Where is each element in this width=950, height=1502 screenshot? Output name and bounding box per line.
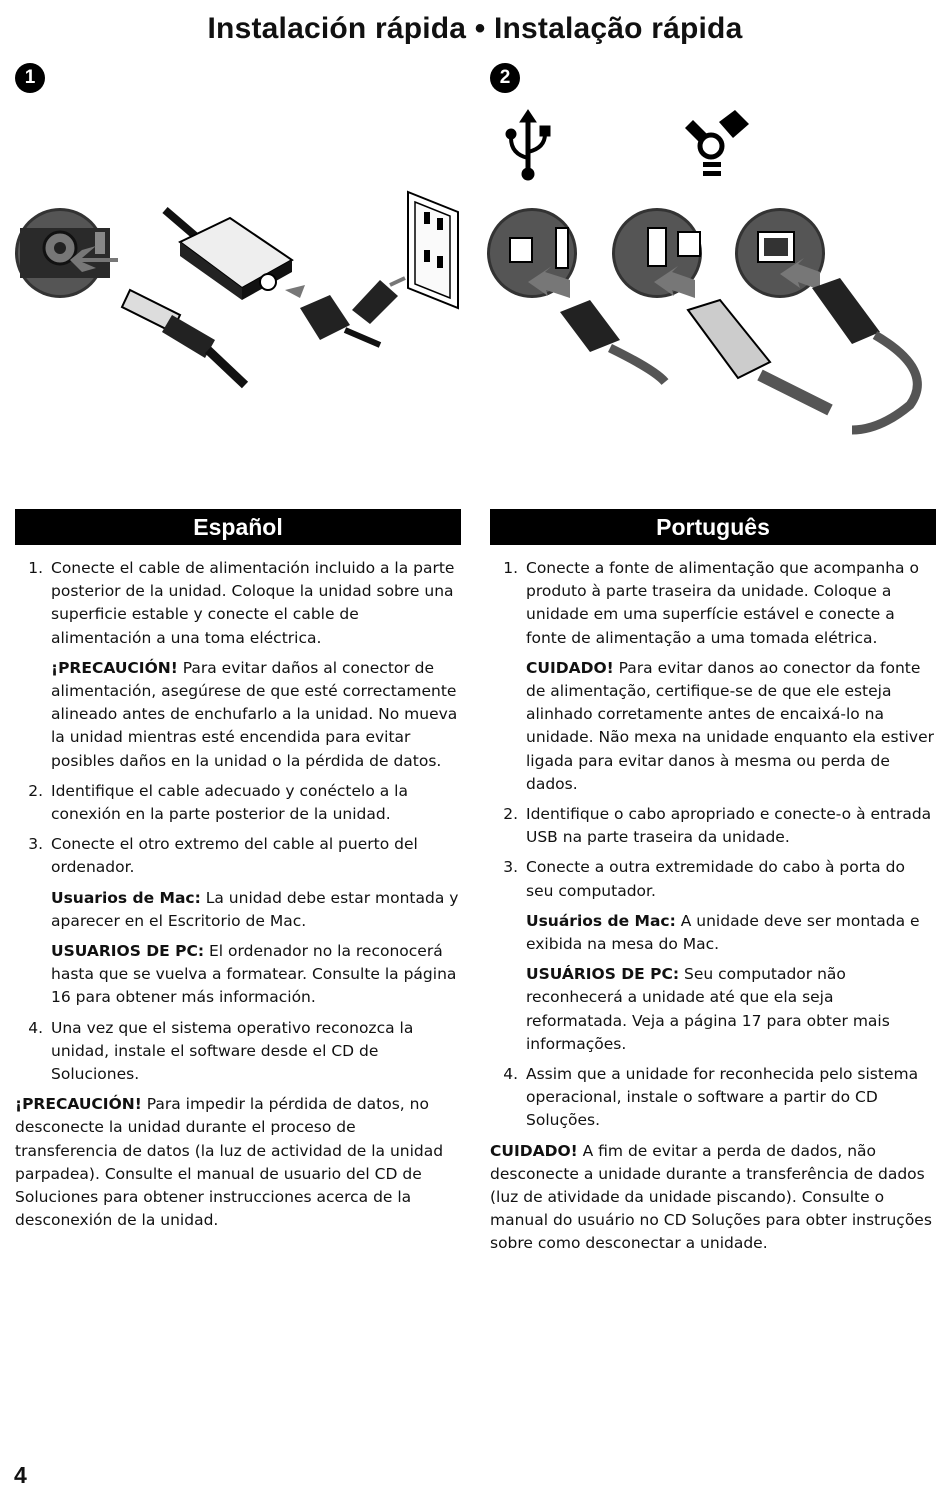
list-item [490, 856, 936, 902]
ac-cord [285, 278, 405, 345]
power-barrel-plug [122, 290, 245, 385]
step-2-badge: 2 [490, 63, 520, 93]
item-text: Una vez que el sistema operativo reconozca la unidad, instale el software desde el CD de Soluciones. [51, 1018, 414, 1084]
item-number: 4. [28, 1018, 43, 1037]
item-number: 3. [503, 858, 518, 877]
drive-power-port-closeup [15, 208, 110, 298]
pc-users-label: USUÁRIOS DE PC: [526, 965, 680, 984]
item-text: Identifique el cable adecuado y conéctelo a la conexión en la parte posterior de la unidad. [51, 781, 408, 824]
caution-text: Para evitar daños al conector de alimentación, asegúrese de que esté correctamente alineado antes de enchufarlo a la unidad. No mueva la unidad mientras esté encendida para evitar posibles daños en la unidad o la pérdida de datos. [51, 658, 458, 770]
pc-users-note [51, 940, 461, 1010]
list-item [15, 833, 461, 879]
mac-users-label: Usuarios de Mac: [51, 888, 201, 907]
installation-illustration [0, 100, 950, 470]
usb-icon [506, 110, 550, 180]
item-text: Assim que a unidade for reconhecida pelo sistema operacional, instale o software a partir do CD Soluções. [526, 1065, 919, 1130]
list-item [15, 780, 461, 826]
list-item [490, 557, 936, 650]
section-heading: Español [15, 509, 461, 545]
spanish-section [15, 509, 461, 1232]
list-item [490, 1063, 936, 1133]
section-heading: Português [490, 509, 936, 545]
caution-label: CUIDADO! [526, 658, 614, 677]
item-text: Conecte el cable de alimentación incluido a la parte posterior de la unidad. Coloque la unidad sobre una superficie estable y conecte el cable de alimentación a una toma eléctrica. [51, 559, 455, 647]
step-1-badge: 1 [15, 63, 45, 93]
item-number: 2. [28, 781, 43, 800]
caution-footer-note [490, 1140, 936, 1256]
list-item [15, 557, 461, 650]
item-text: Conecte a outra extremidade do cabo à porta do seu computador. [526, 858, 905, 900]
firewire800-cable [688, 300, 830, 410]
list-item [15, 1017, 461, 1087]
caution-footer-note [15, 1093, 461, 1232]
pc-users-note [526, 963, 936, 1056]
caution-text: A fim de evitar a perda de dados, não desconecte a unidade durante a transferência de dados (luz de atividade da unidade piscando). Consulte o manual do usuário no CD Soluções para obter instruções sobre como desconectar a unidade. [490, 1141, 932, 1253]
pc-users-text: Seu computador não reconhecerá a unidade até que ela seja reformatada. Veja a página 17 para obter mais informações. [526, 965, 890, 1053]
item-text: Conecte a fonte de alimentação que acompanha o produto à parte traseira da unidade. Coloque a unidade em uma superfície estável e conecte a fonte de alimentação a uma tomada elétrica. [526, 559, 919, 647]
item-number: 2. [503, 805, 518, 824]
item-number: 1. [503, 559, 518, 577]
caution-note [526, 657, 936, 796]
item-text: Conecte el otro extremo del cable al puerto del ordenador. [51, 835, 418, 877]
pc-users-label: USUARIOS DE PC: [51, 942, 205, 961]
list-item [490, 803, 936, 849]
mac-users-note [526, 910, 936, 956]
item-number: 1. [28, 559, 43, 577]
pc-users-text: El ordenador no la reconocerá hasta que se vuelva a formatear. Consulte la página 16 para obtener más información. [51, 942, 457, 1007]
caution-text: Para impedir la pérdida de datos, no desconecte la unidad durante el proceso de transferencia de datos (la luz de actividad de la unidad parpadea). Consulte el manual de usuario del CD de Soluciones para obtener instrucciones acerca de la desconexión de la unidad. [15, 1095, 444, 1230]
portuguese-section [490, 509, 936, 1256]
page-title: Instalación rápida • Instalação rápida [207, 12, 743, 45]
caution-text: Para evitar danos ao conector da fonte de alimentação, certifique-se de que ele esteja alinhado corretamente antes de encaixá-lo na unidade. Não mexa na unidade enquanto ela estiver ligada para evitar danos à mesma ou perda de dados. [526, 658, 935, 793]
item-number: 3. [28, 835, 43, 854]
item-number: 4. [503, 1065, 518, 1084]
page-number: 4 [14, 1462, 27, 1488]
mac-users-note [51, 887, 461, 933]
caution-label: ¡PRECAUCIÓN! [15, 1095, 142, 1114]
item-text: Identifique o cabo apropriado e conecte-o à entrada USB na parte traseira da unidade. [526, 805, 932, 847]
firewire-icon [685, 110, 749, 176]
power-adapter [165, 210, 292, 300]
wall-outlet [408, 192, 458, 308]
usb-cable [560, 300, 665, 382]
mac-users-text: A unidade deve ser montada e exibida na mesa do Mac. [526, 911, 920, 954]
caution-label: ¡PRECAUCIÓN! [51, 658, 178, 677]
caution-note [51, 657, 461, 773]
caution-label: CUIDADO! [490, 1141, 578, 1160]
mac-users-text: La unidad debe estar montada y aparecer en el Escritorio de Mac. [51, 888, 459, 930]
mac-users-label: Usuários de Mac: [526, 911, 676, 930]
